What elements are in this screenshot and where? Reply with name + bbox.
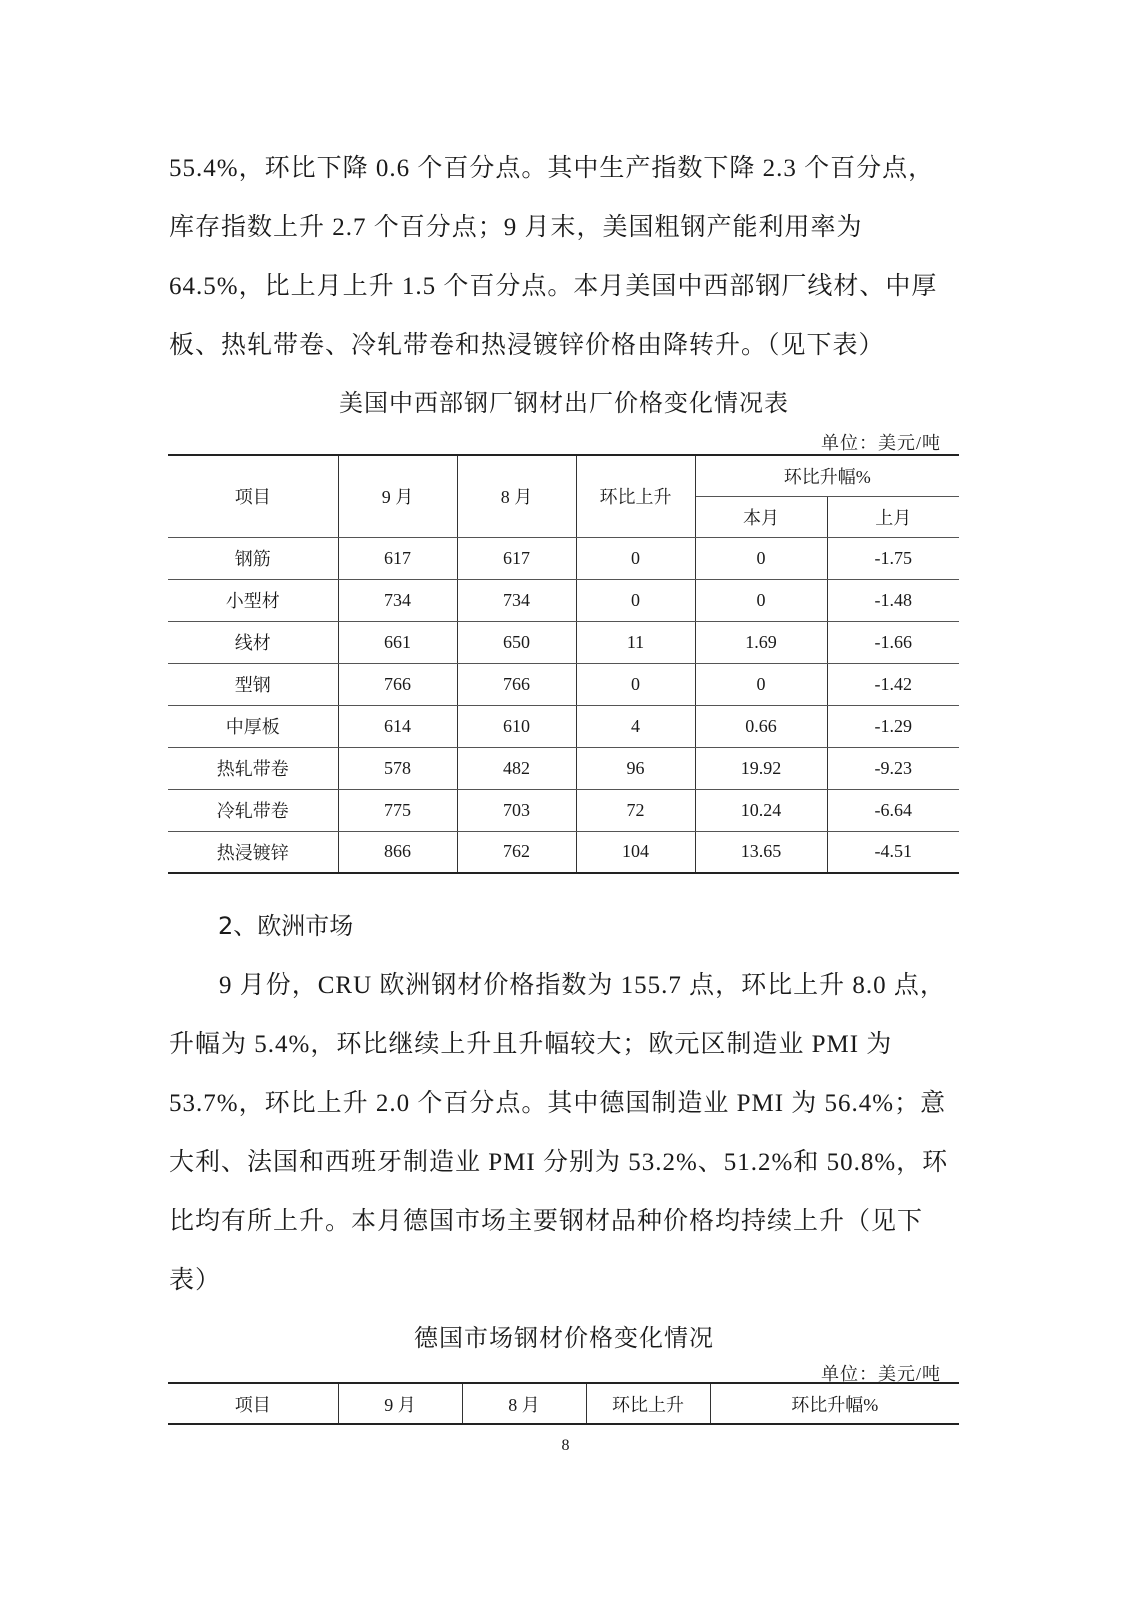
text-line: 64.5%，比上月上升 1.5 个百分点。本月美国中西部钢厂线材、中厚	[169, 273, 938, 300]
text-line: 比均有所上升。本月德国市场主要钢材品种价格均持续上升（见下	[169, 1208, 924, 1235]
cell-rise: 4	[576, 705, 695, 747]
cell-this: 0	[695, 537, 827, 579]
text-line: 55.4%，环比下降 0.6 个百分点。其中生产指数下降 2.3 个百分点，	[169, 155, 935, 182]
cell-item: 热浸镀锌	[168, 831, 338, 873]
paragraph-europe-market	[169, 956, 949, 1310]
cell-last: -9.23	[827, 747, 959, 789]
unit-label-us: 单位：美元/吨	[820, 433, 941, 453]
cell-last: -1.66	[827, 621, 959, 663]
table-row	[168, 831, 959, 873]
table-row	[168, 621, 959, 663]
text-line: 大利、法国和西班牙制造业 PMI 分别为 53.2%、51.2%和 50.8%，环	[169, 1149, 949, 1176]
table-row	[168, 705, 959, 747]
table-title-germany: 德国市场钢材价格变化情况	[414, 1326, 714, 1352]
cell-aug: 734	[457, 579, 576, 621]
cell-sep: 617	[338, 537, 457, 579]
table-row	[168, 663, 959, 705]
text-line: 53.7%，环比上升 2.0 个百分点。其中德国制造业 PMI 为 56.4%；意	[169, 1090, 947, 1117]
paragraph-us-market	[169, 139, 938, 375]
cell-sep: 766	[338, 663, 457, 705]
cell-item: 钢筋	[168, 537, 338, 579]
cell-item: 中厚板	[168, 705, 338, 747]
cell-last: -1.48	[827, 579, 959, 621]
cell-item: 冷轧带卷	[168, 789, 338, 831]
cell-sep: 614	[338, 705, 457, 747]
cell-aug: 703	[457, 789, 576, 831]
cell-aug: 650	[457, 621, 576, 663]
header-this-month: 本月	[695, 496, 827, 537]
cell-rise: 96	[576, 747, 695, 789]
header-mom-rise: 环比上升	[576, 455, 695, 537]
cell-rise: 0	[576, 663, 695, 705]
table-row	[168, 537, 959, 579]
header-mom-pct: 环比升幅%	[695, 455, 959, 496]
germany-price-table	[168, 1382, 959, 1425]
table-row	[168, 747, 959, 789]
header-aug: 8 月	[462, 1383, 586, 1424]
cell-rise: 72	[576, 789, 695, 831]
cell-rise: 104	[576, 831, 695, 873]
section-heading-europe: 2、欧洲市场	[218, 912, 354, 940]
cell-aug: 617	[457, 537, 576, 579]
us-price-table	[168, 454, 959, 874]
cell-this: 0	[695, 579, 827, 621]
cell-this: 13.65	[695, 831, 827, 873]
header-item: 项目	[168, 455, 338, 537]
header-mom-pct: 环比升幅%	[710, 1383, 959, 1424]
table-title-us: 美国中西部钢厂钢材出厂价格变化情况表	[339, 391, 789, 417]
header-sep: 9 月	[338, 455, 457, 537]
cell-last: -4.51	[827, 831, 959, 873]
unit-label-germany: 单位：美元/吨	[820, 1364, 941, 1384]
cell-sep: 578	[338, 747, 457, 789]
cell-sep: 775	[338, 789, 457, 831]
cell-item: 型钢	[168, 663, 338, 705]
text-line: 表）	[169, 1267, 222, 1294]
cell-last: -1.42	[827, 663, 959, 705]
cell-rise: 0	[576, 537, 695, 579]
cell-item: 小型材	[168, 579, 338, 621]
table-row	[168, 579, 959, 621]
text-line: 板、热轧带卷、冷轧带卷和热浸镀锌价格由降转升。（见下表）	[169, 332, 885, 359]
cell-last: -1.75	[827, 537, 959, 579]
cell-item: 线材	[168, 621, 338, 663]
cell-this: 0.66	[695, 705, 827, 747]
cell-aug: 482	[457, 747, 576, 789]
cell-sep: 866	[338, 831, 457, 873]
cell-rise: 11	[576, 621, 695, 663]
cell-aug: 610	[457, 705, 576, 747]
cell-sep: 734	[338, 579, 457, 621]
cell-this: 1.69	[695, 621, 827, 663]
cell-last: -1.29	[827, 705, 959, 747]
page-number: 8	[561, 1437, 570, 1454]
cell-this: 19.92	[695, 747, 827, 789]
cell-aug: 762	[457, 831, 576, 873]
header-item: 项目	[168, 1383, 338, 1424]
cell-item: 热轧带卷	[168, 747, 338, 789]
cell-this: 0	[695, 663, 827, 705]
cell-sep: 661	[338, 621, 457, 663]
cell-aug: 766	[457, 663, 576, 705]
header-last-month: 上月	[827, 496, 959, 537]
table-row	[168, 789, 959, 831]
cell-rise: 0	[576, 579, 695, 621]
text-line: 9 月份，CRU 欧洲钢材价格指数为 155.7 点，环比上升 8.0 点，	[219, 972, 946, 999]
header-sep: 9 月	[338, 1383, 462, 1424]
text-line: 库存指数上升 2.7 个百分点；9 月末，美国粗钢产能利用率为	[169, 214, 863, 241]
header-mom-rise: 环比上升	[586, 1383, 710, 1424]
cell-this: 10.24	[695, 789, 827, 831]
text-line: 升幅为 5.4%，环比继续上升且升幅较大；欧元区制造业 PMI 为	[169, 1031, 893, 1058]
cell-last: -6.64	[827, 789, 959, 831]
header-aug: 8 月	[457, 455, 576, 537]
